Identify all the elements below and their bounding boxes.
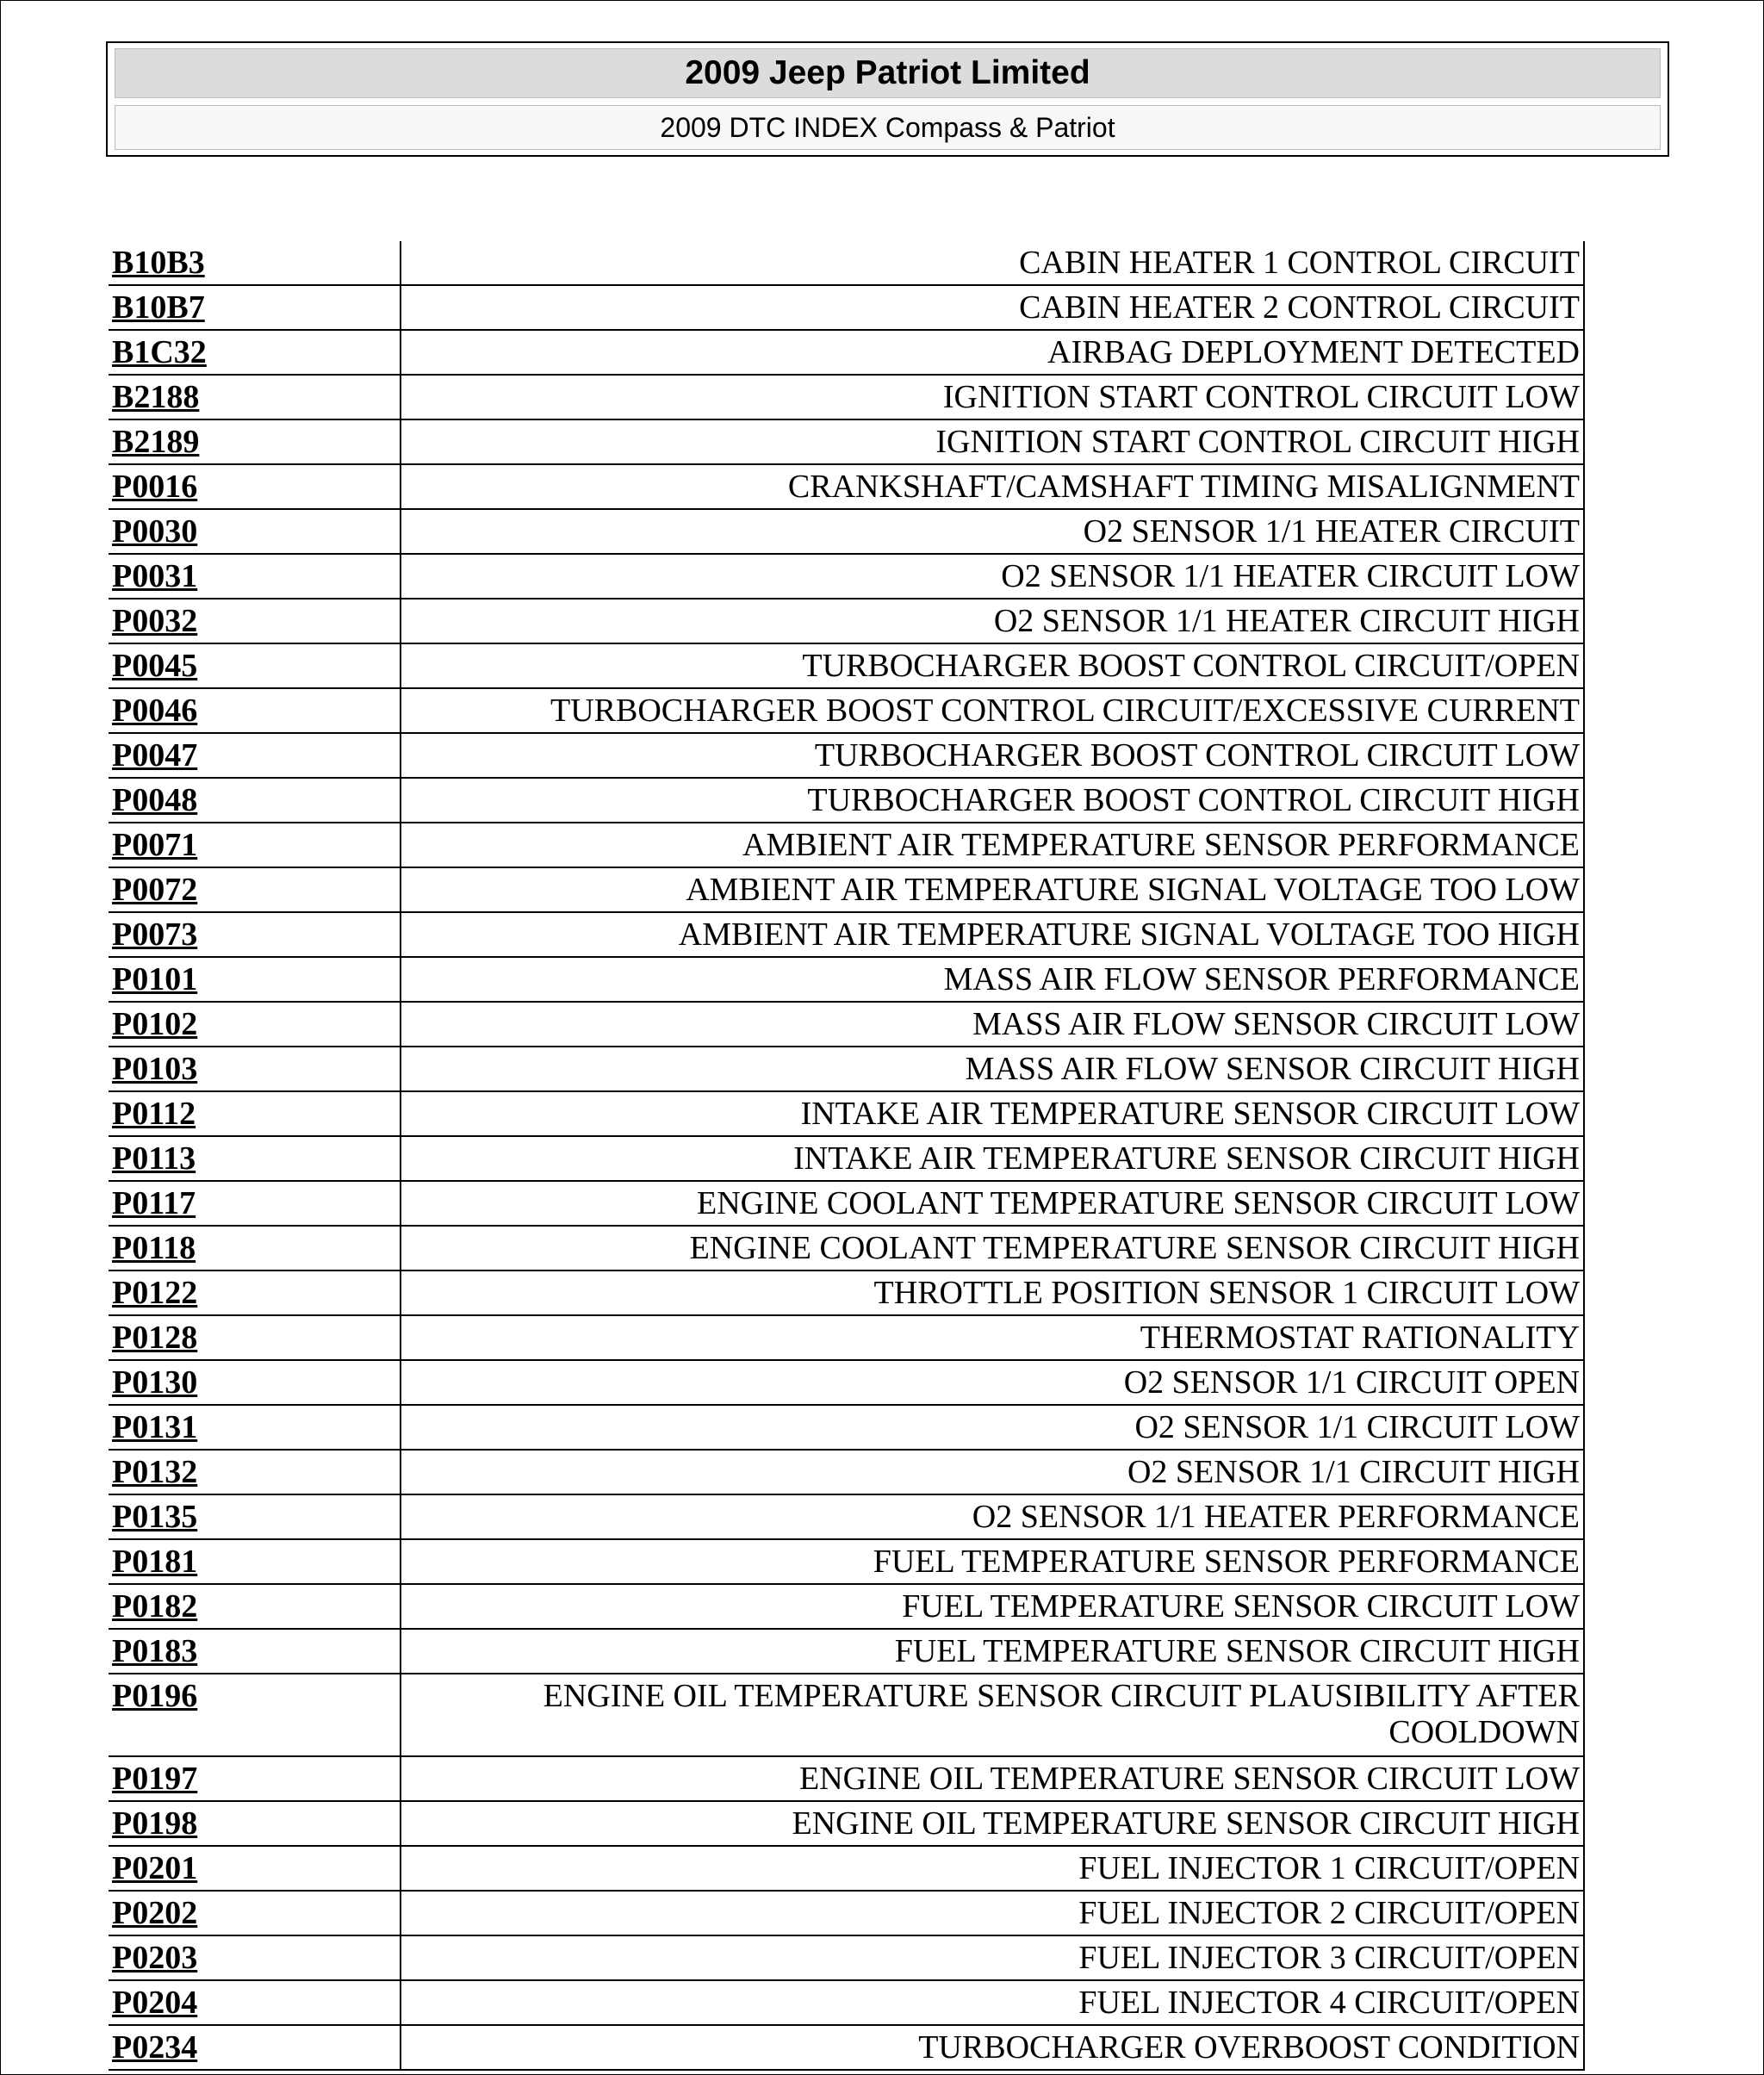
dtc-description: TURBOCHARGER BOOST CONTROL CIRCUIT/OPEN — [802, 648, 1580, 684]
dtc-code-link[interactable]: P0072 — [109, 868, 401, 911]
table-row — [109, 600, 1583, 644]
dtc-code-link[interactable]: P0047 — [109, 734, 401, 777]
dtc-code-link[interactable]: P0182 — [109, 1585, 401, 1628]
dtc-index-table — [109, 241, 1585, 2071]
dtc-description: O2 SENSOR 1/1 HEATER CIRCUIT LOW — [1001, 558, 1580, 594]
dtc-description: TURBOCHARGER BOOST CONTROL CIRCUIT/EXCESSIVE CURRENT — [550, 693, 1580, 729]
dtc-description: ENGINE COOLANT TEMPERATURE SENSOR CIRCUIT LOW — [697, 1185, 1580, 1221]
dtc-code-link[interactable]: P0203 — [109, 1936, 401, 1979]
table-row — [109, 1540, 1583, 1585]
dtc-description: ENGINE COOLANT TEMPERATURE SENSOR CIRCUIT HIGH — [689, 1230, 1580, 1266]
dtc-description: FUEL INJECTOR 4 CIRCUIT/OPEN — [1078, 1985, 1580, 2021]
dtc-description: O2 SENSOR 1/1 HEATER CIRCUIT HIGH — [993, 603, 1580, 639]
dtc-description: THERMOSTAT RATIONALITY — [1140, 1320, 1580, 1356]
dtc-code-link[interactable]: P0201 — [109, 1847, 401, 1890]
table-row — [109, 1451, 1583, 1495]
dtc-description: TURBOCHARGER OVERBOOST CONDITION — [918, 2029, 1580, 2066]
dtc-code-link[interactable]: P0196 — [109, 1674, 401, 1755]
document-header — [106, 41, 1669, 157]
table-row — [109, 555, 1583, 600]
dtc-description: FUEL TEMPERATURE SENSOR PERFORMANCE — [873, 1544, 1580, 1580]
table-row — [109, 1361, 1583, 1406]
table-row — [109, 1182, 1583, 1227]
table-row — [109, 1674, 1583, 1757]
dtc-code-link[interactable]: P0131 — [109, 1406, 401, 1449]
table-row — [109, 286, 1583, 331]
dtc-description: CABIN HEATER 2 CONTROL CIRCUIT — [1019, 289, 1580, 326]
dtc-code-link[interactable]: P0198 — [109, 1802, 401, 1845]
dtc-description: INTAKE AIR TEMPERATURE SENSOR CIRCUIT HIGH — [793, 1140, 1580, 1177]
dtc-code-link[interactable]: P0204 — [109, 1981, 401, 2024]
dtc-description: AMBIENT AIR TEMPERATURE SIGNAL VOLTAGE TOO LOW — [686, 872, 1580, 908]
dtc-code-link[interactable]: P0032 — [109, 600, 401, 643]
table-row — [109, 1630, 1583, 1674]
dtc-code-link[interactable]: P0234 — [109, 2026, 401, 2069]
dtc-code-link[interactable]: P0130 — [109, 1361, 401, 1404]
dtc-description: AMBIENT AIR TEMPERATURE SENSOR PERFORMANCE — [742, 827, 1580, 863]
table-row — [109, 1847, 1583, 1892]
dtc-description: INTAKE AIR TEMPERATURE SENSOR CIRCUIT LOW — [800, 1096, 1580, 1132]
page-subtitle: 2009 DTC INDEX Compass & Patriot — [115, 105, 1661, 150]
table-row — [109, 1271, 1583, 1316]
table-row — [109, 868, 1583, 913]
dtc-description: ENGINE OIL TEMPERATURE SENSOR CIRCUIT HIGH — [792, 1805, 1580, 1842]
dtc-code-link[interactable]: P0122 — [109, 1271, 401, 1314]
dtc-code-link[interactable]: P0016 — [109, 465, 401, 508]
dtc-description: THROTTLE POSITION SENSOR 1 CIRCUIT LOW — [873, 1275, 1580, 1311]
dtc-description: AIRBAG DEPLOYMENT DETECTED — [1047, 334, 1580, 370]
table-row — [109, 1047, 1583, 1092]
table-row — [109, 1092, 1583, 1137]
table-row — [109, 1495, 1583, 1540]
dtc-code-link[interactable]: P0112 — [109, 1092, 401, 1135]
table-row — [109, 1981, 1583, 2026]
dtc-code-link[interactable]: B1C32 — [109, 331, 401, 374]
dtc-code-link[interactable]: P0101 — [109, 958, 401, 1001]
dtc-description: IGNITION START CONTROL CIRCUIT HIGH — [935, 424, 1580, 460]
dtc-code-link[interactable]: P0181 — [109, 1540, 401, 1583]
table-row — [109, 1227, 1583, 1271]
dtc-code-link[interactable]: P0046 — [109, 689, 401, 732]
dtc-code-link[interactable]: P0128 — [109, 1316, 401, 1359]
dtc-code-link[interactable]: P0202 — [109, 1892, 401, 1935]
dtc-description: ENGINE OIL TEMPERATURE SENSOR CIRCUIT PLAUSIBILITY AFTER COOLDOWN — [543, 1678, 1580, 1750]
dtc-description: O2 SENSOR 1/1 CIRCUIT OPEN — [1123, 1364, 1580, 1401]
dtc-code-link[interactable]: P0045 — [109, 644, 401, 687]
table-row — [109, 376, 1583, 420]
table-row — [109, 1406, 1583, 1451]
dtc-code-link[interactable]: B10B7 — [109, 286, 401, 329]
table-row — [109, 958, 1583, 1003]
dtc-code-link[interactable]: P0135 — [109, 1495, 401, 1538]
table-row — [109, 1585, 1583, 1630]
dtc-code-link[interactable]: P0030 — [109, 510, 401, 553]
table-row — [109, 823, 1583, 868]
dtc-code-link[interactable]: P0113 — [109, 1137, 401, 1180]
dtc-description: FUEL INJECTOR 3 CIRCUIT/OPEN — [1078, 1940, 1580, 1976]
dtc-description: FUEL TEMPERATURE SENSOR CIRCUIT LOW — [902, 1588, 1580, 1625]
dtc-description: O2 SENSOR 1/1 HEATER PERFORMANCE — [972, 1499, 1580, 1535]
dtc-description: CABIN HEATER 1 CONTROL CIRCUIT — [1019, 245, 1580, 281]
table-row — [109, 779, 1583, 823]
dtc-description: ENGINE OIL TEMPERATURE SENSOR CIRCUIT LOW — [798, 1761, 1580, 1797]
dtc-code-link[interactable]: P0103 — [109, 1047, 401, 1090]
dtc-description: FUEL TEMPERATURE SENSOR CIRCUIT HIGH — [894, 1633, 1580, 1669]
dtc-code-link[interactable]: P0132 — [109, 1451, 401, 1494]
dtc-code-link[interactable]: P0183 — [109, 1630, 401, 1673]
dtc-description: MASS AIR FLOW SENSOR PERFORMANCE — [943, 961, 1580, 997]
table-row — [109, 689, 1583, 734]
dtc-code-link[interactable]: B10B3 — [109, 241, 401, 284]
dtc-description: O2 SENSOR 1/1 CIRCUIT HIGH — [1127, 1454, 1580, 1490]
dtc-description: MASS AIR FLOW SENSOR CIRCUIT HIGH — [965, 1051, 1580, 1087]
table-row — [109, 1003, 1583, 1047]
dtc-code-link[interactable]: P0071 — [109, 823, 401, 867]
dtc-code-link[interactable]: P0031 — [109, 555, 401, 598]
table-row — [109, 1802, 1583, 1847]
dtc-description: MASS AIR FLOW SENSOR CIRCUIT LOW — [972, 1006, 1580, 1042]
dtc-code-link[interactable]: P0073 — [109, 913, 401, 956]
dtc-code-link[interactable]: P0197 — [109, 1757, 401, 1800]
table-row — [109, 1936, 1583, 1981]
table-row — [109, 465, 1583, 510]
dtc-description: TURBOCHARGER BOOST CONTROL CIRCUIT LOW — [814, 737, 1580, 773]
table-row — [109, 510, 1583, 555]
dtc-description: IGNITION START CONTROL CIRCUIT LOW — [942, 379, 1580, 415]
dtc-code-link[interactable]: P0117 — [109, 1182, 401, 1225]
dtc-description: O2 SENSOR 1/1 CIRCUIT LOW — [1134, 1409, 1580, 1445]
dtc-description: TURBOCHARGER BOOST CONTROL CIRCUIT HIGH — [807, 782, 1580, 818]
table-row — [109, 913, 1583, 958]
dtc-code-link[interactable]: P0048 — [109, 779, 401, 822]
dtc-description: FUEL INJECTOR 1 CIRCUIT/OPEN — [1078, 1850, 1580, 1886]
table-row — [109, 420, 1583, 465]
dtc-description: CRANKSHAFT/CAMSHAFT TIMING MISALIGNMENT — [787, 469, 1580, 505]
table-row — [109, 734, 1583, 779]
table-row — [109, 1757, 1583, 1802]
dtc-code-link[interactable]: P0118 — [109, 1227, 401, 1270]
table-row — [109, 1316, 1583, 1361]
dtc-code-link[interactable]: B2189 — [109, 420, 401, 463]
table-row — [109, 331, 1583, 376]
table-row — [109, 241, 1583, 286]
dtc-description: AMBIENT AIR TEMPERATURE SIGNAL VOLTAGE TOO HIGH — [678, 916, 1580, 953]
dtc-code-link[interactable]: B2188 — [109, 376, 401, 419]
table-row — [109, 644, 1583, 689]
dtc-code-link[interactable]: P0102 — [109, 1003, 401, 1046]
page-title: 2009 Jeep Patriot Limited — [115, 48, 1661, 98]
dtc-description: O2 SENSOR 1/1 HEATER CIRCUIT — [1083, 513, 1580, 550]
table-row — [109, 2026, 1583, 2071]
dtc-description: FUEL INJECTOR 2 CIRCUIT/OPEN — [1078, 1895, 1580, 1931]
table-row — [109, 1892, 1583, 1936]
table-row — [109, 1137, 1583, 1182]
